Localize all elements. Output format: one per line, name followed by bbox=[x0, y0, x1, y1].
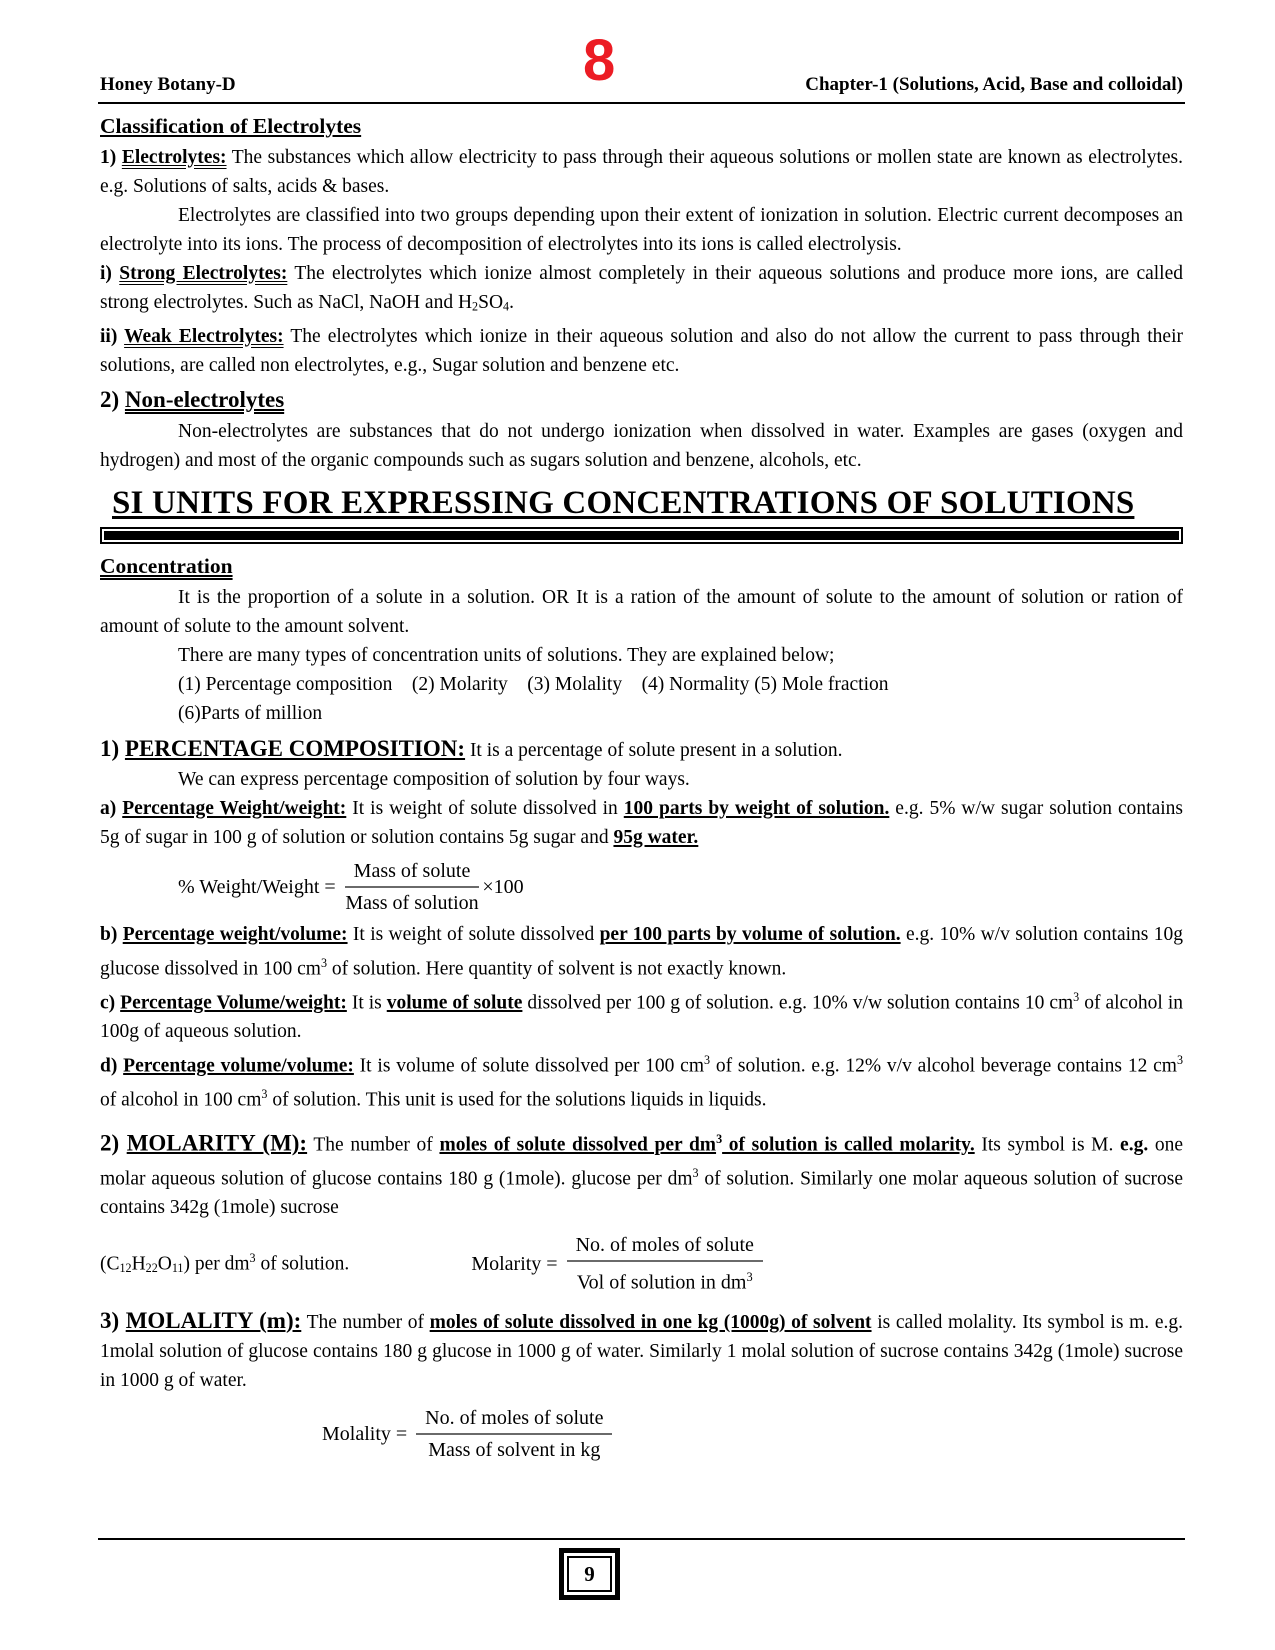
heading-concentration: Concentration bbox=[100, 553, 233, 578]
page-number-box bbox=[559, 1548, 620, 1600]
page-number-top: 8 bbox=[583, 28, 616, 93]
page-content bbox=[0, 104, 1275, 1463]
para-weak-electrolytes: ii) Weak Electrolytes: The electrolytes which ionize in their aqueous solution and also do not allow the current to pass through their solutions, are called non electrolytes, e.g., Sugar solution and benzene etc. bbox=[100, 325, 1183, 376]
para-electrolytes: 1) Electrolytes: The substances which allow electricity to pass through their aqueous solutions or mollen state are known as electrolytes. e.g. Solutions of salts, acids & bases. bbox=[100, 147, 1183, 197]
para-four-ways: We can express percentage composition of solution by four ways. bbox=[178, 768, 690, 790]
para-concentration: It is the proportion of a solute in a solution. OR It is a ration of the amount of solute to the amount of solution or ration of amount of solute to the amount solvent. bbox=[100, 586, 1183, 637]
formula-molality bbox=[322, 1405, 1183, 1463]
formula-lhs: Molarity = bbox=[471, 1252, 558, 1275]
heading-classification: Classification of Electrolytes bbox=[100, 114, 362, 138]
formula-weight-weight bbox=[178, 858, 1183, 916]
para-electrolyte-groups: Electrolytes are classified into two groups depending upon their extent of ionization in solution. Electric current decomposes an electrolyte into its ions. The process of decomposition of electrolytes into its ions is called electrolysis. bbox=[100, 205, 1183, 255]
list-concentration-units: (1) Percentage composition (2) Molarity (3) Molality (4) Normality (5) Mole fraction bbox=[178, 673, 889, 695]
para-molality: 3) MOLALITY (m): The number of moles of solute dissolved in one kg (1000g) of solvent is called molality. Its symbol is m. e.g. 1molal solution of glucose contains 180 g glucose in 1000 g of water. Similarly 1 molal solution of sucrose contains 342g (1mole) sucrose in 1000 g of water. bbox=[100, 1307, 1183, 1391]
si-units-bar-fill bbox=[104, 531, 1179, 540]
heading-non-electrolytes: 2) Non-electrolytes bbox=[100, 386, 285, 412]
fraction-denominator: Mass of solution bbox=[345, 891, 479, 914]
formula-lhs: % Weight/Weight = bbox=[178, 875, 336, 898]
para-weight-weight: a) Percentage Weight/weight: It is weight of solute dissolved in 100 parts by weight of solution. e.g. 5% w/w sugar solution contains 5g of sugar in 100 g of solution or solution contains 5g sugar and 95g water. bbox=[100, 797, 1184, 848]
para-volume-weight: c) Percentage Volume/weight: It is volume of solute dissolved per 100 g of solution. e.g. 10% v/w solution contains 10 $cm^3$ of alcohol in 100g of aqueous solution. bbox=[100, 989, 1184, 1043]
fraction bbox=[345, 858, 480, 916]
si-units-title: SI UNITS FOR EXPRESSING CONCENTRATIONS OF SOLUTIONS bbox=[112, 484, 1135, 521]
para-strong-electrolytes: i) Strong Electrolytes: The electrolytes which ionize almost completely in their aqueous solutions and produce more ions, are called strong electrolytes. Such as NaCl, NaOH and $H_2SO_4$. bbox=[100, 263, 1183, 314]
fraction bbox=[567, 1232, 763, 1295]
formula-lhs: Molality = bbox=[322, 1422, 408, 1445]
fraction-numerator: No. of moles of solute bbox=[416, 1405, 612, 1435]
fraction bbox=[416, 1405, 612, 1463]
heading-percentage-composition: 1) PERCENTAGE COMPOSITION: It is a percentage of solute present in a solution. bbox=[100, 735, 843, 761]
page-header bbox=[0, 0, 1275, 102]
si-units-banner bbox=[100, 483, 1183, 544]
para-non-electrolytes: Non-electrolytes are substances that do not undergo ionization when dissolved in water. Examples are gases (oxygen and hydrogen) and most of the organic compounds such as sugars solution and benzene, alcohols, etc. bbox=[100, 420, 1183, 471]
molarity-row bbox=[100, 1232, 1183, 1295]
si-units-bar bbox=[100, 527, 1183, 544]
formula-molarity bbox=[471, 1232, 763, 1295]
fraction-numerator: Mass of solute bbox=[345, 858, 480, 888]
fraction-denominator: Vol of solution in $dm^3$ bbox=[576, 1270, 753, 1294]
fraction-numerator: No. of moles of solute bbox=[567, 1232, 763, 1262]
doc-title: Honey Botany-D bbox=[100, 74, 236, 95]
para-types-intro: There are many types of concentration units of solutions. They are explained below; bbox=[178, 644, 835, 666]
para-volume-volume: d) Percentage volume/volume: It is volume of solute dissolved per 100 $cm^3$ of solution. e.g. 12% v/v alcohol beverage contains 12 $cm^3$ of alcohol in 100 $cm^3$ of solution. This unit is used for the solutions liquids in liquids. bbox=[100, 1053, 1183, 1111]
footer-rule bbox=[98, 1538, 1185, 1540]
para-molarity: 2) MOLARITY (M): The number of moles of solute dissolved per $dm^3$ of solution is called molarity. Its symbol is M. e.g. one molar aqueous solution of glucose contains 180 g (1mole). glucose per $dm^3$ of solution. Similarly one molar aqueous solution of sucrose contains 342g (1mole) sucrose bbox=[100, 1129, 1183, 1219]
sucrose-formula: $(C_{12}H_{22}O_{11})$ per $dm^3$ of solution. bbox=[100, 1251, 350, 1276]
fraction-denominator: Mass of solvent in kg bbox=[428, 1438, 601, 1461]
list-parts-per-million: (6)Parts of million bbox=[178, 702, 323, 724]
para-weight-volume: b) Percentage weight/volume: It is weight of solute dissolved per 100 parts by volume of solution. e.g. 10% w/v solution contains 10g glucose dissolved in 100 $cm^3$ of solution. Here quantity of solvent is not exactly known. bbox=[100, 923, 1183, 979]
chapter-title: Chapter-1 (Solutions, Acid, Base and colloidal) bbox=[805, 74, 1183, 95]
page-number-bottom: 9 bbox=[567, 1556, 612, 1592]
formula-multiplier: ×100 bbox=[482, 875, 524, 898]
page-footer bbox=[98, 1538, 1185, 1600]
